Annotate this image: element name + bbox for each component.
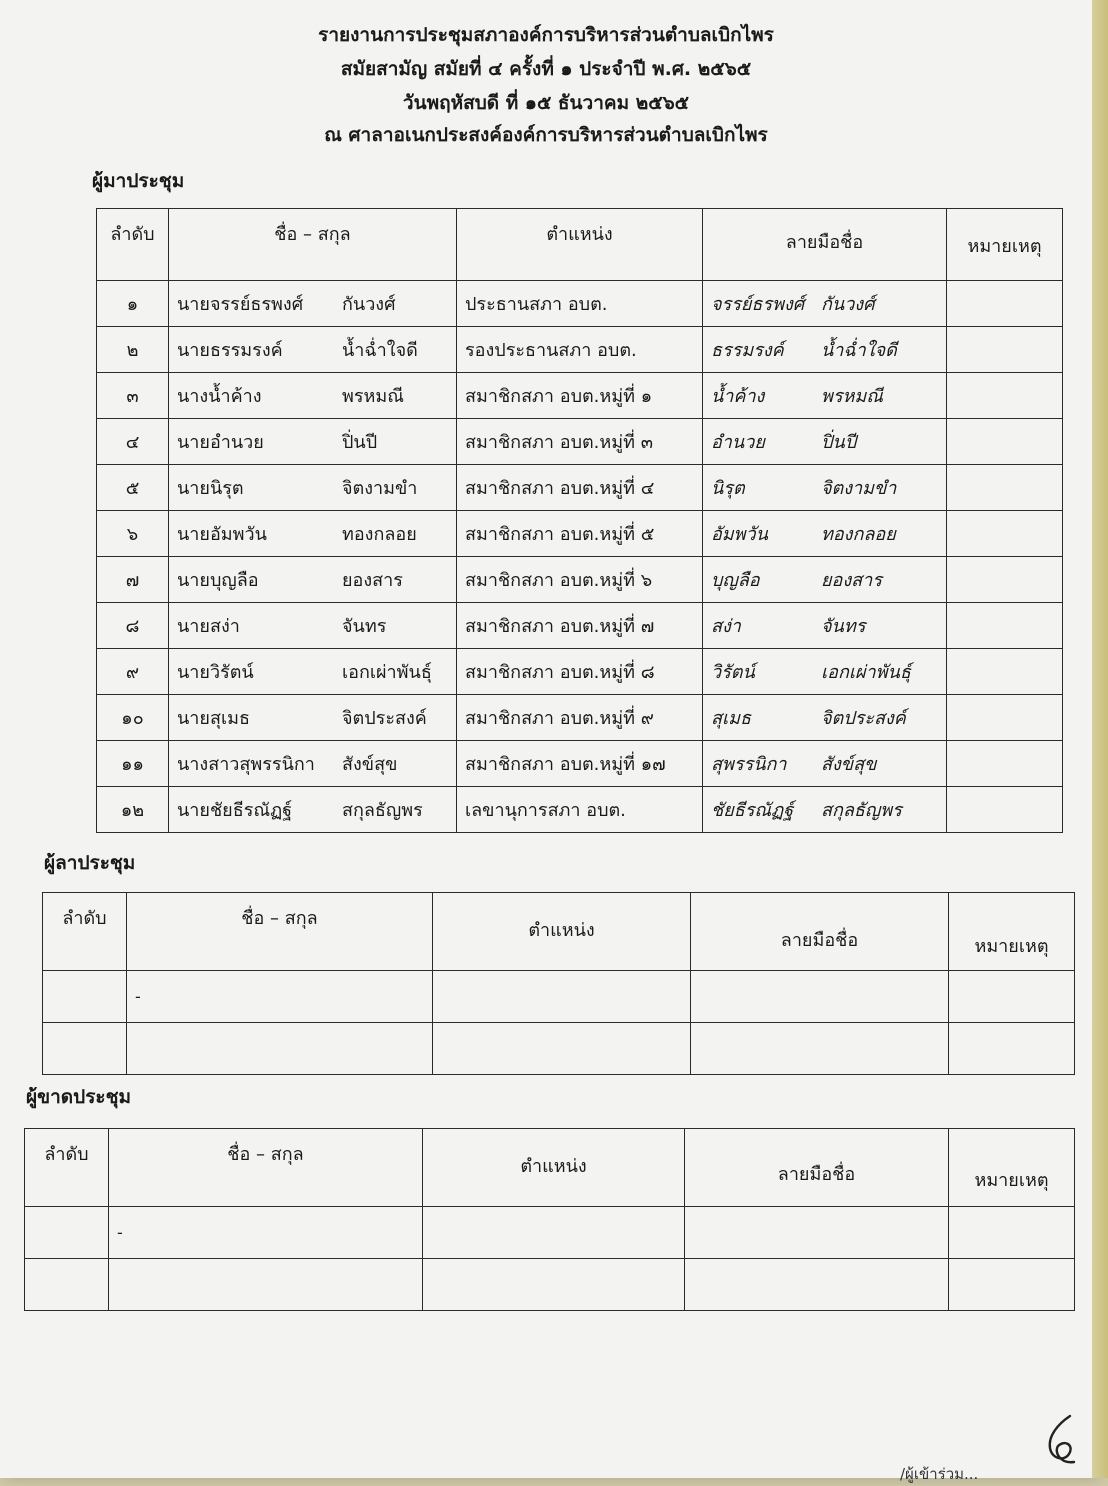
last-name: จิตประสงค์ [342,708,427,729]
cell-no: ๓ [97,373,169,419]
signature-first: จรรย์ธรพงศ์ [711,294,805,315]
signature-first: สง่า [711,616,741,637]
table-row [97,787,1063,833]
cell-signature [691,1023,949,1075]
present-section-title: ผู้มาประชุม [92,170,185,192]
last-name: จิตงามขำ [342,478,418,499]
first-name: นายจรรย์ธรพงศ์ [177,294,304,315]
cell-position: สมาชิกสภา อบต.หมู่ที่ ๕ [457,511,703,557]
cell-signature [685,1259,949,1311]
cell-remark [949,1023,1075,1075]
signature-last: จิตงามขำ [821,478,897,499]
cell-no [43,971,127,1023]
empty-dash: - [135,987,141,1006]
signature-first: วิรัตน์ [711,662,755,683]
cell-position [423,1207,685,1259]
cell-signature [703,741,947,787]
col-position-header: ตำแหน่ง [423,1129,685,1207]
cell-remark [949,1207,1075,1259]
cell-remark [947,419,1063,465]
cell-signature [703,511,947,557]
first-name: นายสง่า [177,616,240,637]
absent-table [24,1128,1075,1311]
signature-last: เอกเผ่าพันธุ์ [821,662,911,683]
first-name: นายวิรัตน์ [177,662,254,683]
table-header-row [97,209,1063,281]
signature-last: ทองกลอย [821,524,896,545]
first-name: นายบุญลือ [177,570,259,591]
signature-first: สุเมธ [711,708,751,729]
cell-no: ๑๒ [97,787,169,833]
cell-signature [703,465,947,511]
cell-signature [703,373,947,419]
cell-name [127,971,433,1023]
col-no-header: ลำดับ [97,209,169,281]
cell-position: สมาชิกสภา อบต.หมู่ที่ ๖ [457,557,703,603]
cell-name [169,557,457,603]
signature-last: พรหมณี [821,386,883,407]
cell-signature [703,649,947,695]
cell-name [169,511,457,557]
cell-name [109,1259,423,1311]
first-name: นายธรรมรงค์ [177,340,283,361]
cell-position: สมาชิกสภา อบต.หมู่ที่ ๑๗ [457,741,703,787]
last-name: ทองกลอย [342,524,417,545]
signature-first: อำนวย [711,432,765,453]
cell-remark [947,787,1063,833]
cell-remark [947,603,1063,649]
cell-signature [703,281,947,327]
cell-position [433,971,691,1023]
first-name: นายนิรุต [177,478,244,499]
table-row [97,465,1063,511]
date-line: วันพฤหัสบดี ที่ ๑๕ ธันวาคม ๒๕๖๕ [402,92,690,114]
signature-first: น้ำค้าง [711,386,765,407]
last-name: จันทร [342,616,387,637]
table-row [43,971,1075,1023]
cell-name [169,465,457,511]
last-name: สกุลธัญพร [342,800,423,821]
cell-signature [703,327,947,373]
col-position-header: ตำแหน่ง [457,209,703,281]
cell-no: ๘ [97,603,169,649]
cell-signature [703,557,947,603]
signature-last: สกุลธัญพร [821,800,902,821]
signature-last: ปิ่นปี [821,432,857,453]
cell-position [423,1259,685,1311]
cell-remark [947,281,1063,327]
handwritten-initial-mark [1040,1410,1080,1470]
cell-position: รองประธานสภา อบต. [457,327,703,373]
cell-position: สมาชิกสภา อบต.หมู่ที่ ๓ [457,419,703,465]
cell-no: ๔ [97,419,169,465]
cell-no: ๙ [97,649,169,695]
col-no-header: ลำดับ [43,893,127,971]
cell-position [433,1023,691,1075]
cell-remark [947,557,1063,603]
table-row [43,1023,1075,1075]
col-name-header: ชื่อ – สกุล [109,1129,423,1207]
cell-name [109,1207,423,1259]
cell-position: สมาชิกสภา อบต.หมู่ที่ ๙ [457,695,703,741]
table-row [97,695,1063,741]
cell-position: เลขานุการสภา อบต. [457,787,703,833]
cell-remark [947,695,1063,741]
cell-name [169,741,457,787]
last-name: พรหมณี [342,386,404,407]
empty-dash: - [117,1223,123,1242]
signature-last: ยองสาร [821,570,882,591]
report-title: รายงานการประชุมสภาองค์การบริหารส่วนตำบลเบิกไพร [318,24,774,46]
cell-signature [685,1207,949,1259]
first-name: นางน้ำค้าง [177,386,262,407]
col-signature-header: ลายมือชื่อ [685,1129,949,1207]
continuation-note: /ผู้เข้าร่วม... [900,1465,979,1483]
table-row [97,327,1063,373]
last-name: สังข์สุข [342,754,398,775]
present-table [96,208,1063,833]
venue-line: ณ ศาลาอเนกประสงค์องค์การบริหารส่วนตำบลเบิกไพร [324,124,768,146]
signature-last: น้ำฉ่ำใจดี [821,340,897,361]
cell-signature [703,787,947,833]
cell-no: ๑ [97,281,169,327]
cell-remark [947,327,1063,373]
table-row [97,649,1063,695]
cell-no: ๑๑ [97,741,169,787]
cell-no: ๕ [97,465,169,511]
col-name-header: ชื่อ – สกุล [169,209,457,281]
col-position-header: ตำแหน่ง [433,893,691,971]
signature-first: นิรุต [711,478,745,499]
col-no-header: ลำดับ [25,1129,109,1207]
cell-name [169,649,457,695]
cell-position: ประธานสภา อบต. [457,281,703,327]
cell-remark [949,1259,1075,1311]
col-name-header: ชื่อ – สกุล [127,893,433,971]
table-header-row [43,893,1075,971]
signature-first: ธรรมรงค์ [711,340,784,361]
cell-no [43,1023,127,1075]
leave-section-title: ผู้ลาประชุม [44,852,136,874]
cell-no [25,1207,109,1259]
signature-first: อัมพวัน [711,524,768,545]
cell-signature [703,603,947,649]
cell-position: สมาชิกสภา อบต.หมู่ที่ ๗ [457,603,703,649]
table-row [97,511,1063,557]
cell-remark [947,373,1063,419]
cell-no: ๖ [97,511,169,557]
first-name: นายสุเมธ [177,708,250,729]
table-row [97,419,1063,465]
signature-first: ชัยธีรณัฏฐ์ [711,800,794,821]
first-name: นางสาวสุพรรนิกา [177,754,315,775]
cell-no [25,1259,109,1311]
table-row [97,741,1063,787]
cell-name [169,281,457,327]
cell-remark [947,741,1063,787]
cell-name [169,419,457,465]
cell-name [169,787,457,833]
present-table-body [97,281,1063,833]
table-row [25,1207,1075,1259]
signature-first: บุญลือ [711,570,760,591]
last-name: เอกเผ่าพันธุ์ [342,662,432,683]
table-row [97,557,1063,603]
cell-no: ๗ [97,557,169,603]
cell-remark [949,971,1075,1023]
cell-name [169,603,457,649]
table-header-row [25,1129,1075,1207]
absent-section-title: ผู้ขาดประชุม [26,1086,132,1108]
cell-name [169,373,457,419]
cell-remark [947,465,1063,511]
cell-no: ๒ [97,327,169,373]
table-row [25,1259,1075,1311]
signature-last: สังข์สุข [821,754,877,775]
cell-no: ๑๐ [97,695,169,741]
cell-position: สมาชิกสภา อบต.หมู่ที่ ๔ [457,465,703,511]
cell-signature [703,419,947,465]
cell-signature [691,971,949,1023]
signature-first: สุพรรนิกา [711,754,787,775]
signature-last: จิตประสงค์ [821,708,906,729]
col-signature-header: ลายมือชื่อ [691,893,949,971]
session-line: สมัยสามัญ สมัยที่ ๔ ครั้งที่ ๑ ประจำปี พ.ศ. ๒๕๖๕ [340,58,752,80]
first-name: นายอัมพวัน [177,524,267,545]
signature-last: จันทร [821,616,866,637]
cell-name [169,695,457,741]
table-row [97,373,1063,419]
cell-remark [947,649,1063,695]
cell-position: สมาชิกสภา อบต.หมู่ที่ ๘ [457,649,703,695]
cell-remark [947,511,1063,557]
cell-position: สมาชิกสภา อบต.หมู่ที่ ๑ [457,373,703,419]
cell-name [169,327,457,373]
col-remark-header: หมายเหตุ [949,893,1075,971]
last-name: ยองสาร [342,570,403,591]
cell-signature [703,695,947,741]
table-row [97,281,1063,327]
leave-table [42,892,1075,1075]
col-signature-header: ลายมือชื่อ [703,209,947,281]
last-name: น้ำฉ่ำใจดี [342,340,418,361]
first-name: นายชัยธีรณัฏฐ์ [177,800,293,821]
background-edge [1092,0,1108,1478]
col-remark-header: หมายเหตุ [947,209,1063,281]
first-name: นายอำนวย [177,432,264,453]
col-remark-header: หมายเหตุ [949,1129,1075,1207]
last-name: กันวงศ์ [342,294,396,315]
signature-last: กันวงศ์ [821,294,875,315]
last-name: ปิ่นปี [342,432,378,453]
table-row [97,603,1063,649]
cell-name [127,1023,433,1075]
